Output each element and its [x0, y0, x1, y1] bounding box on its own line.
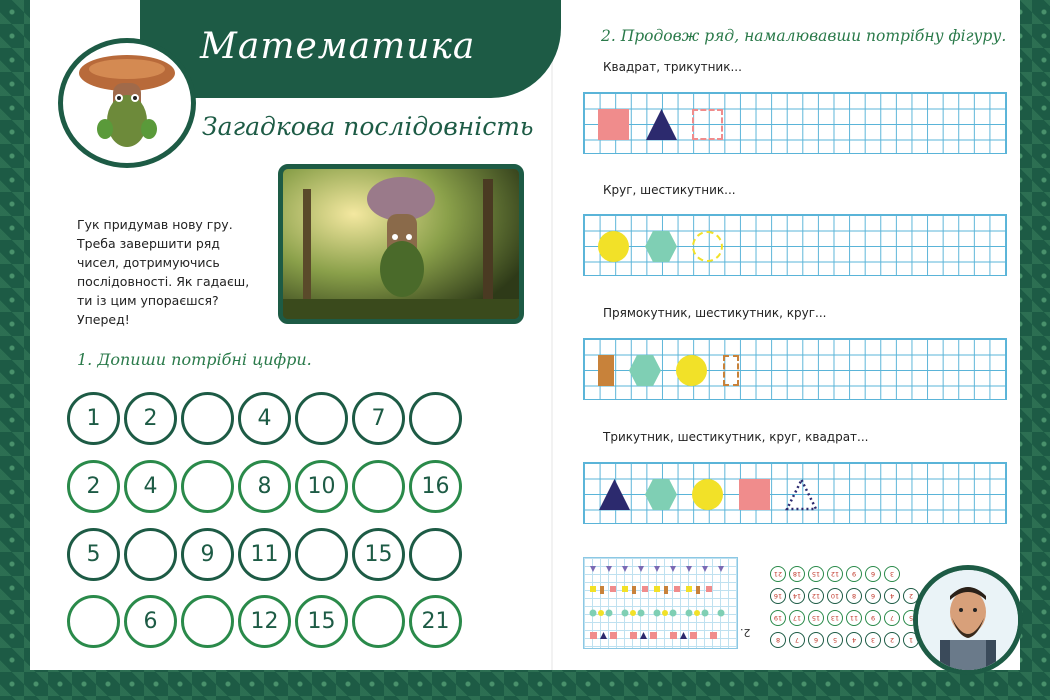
mini-circle: 4	[846, 632, 862, 648]
number-circle-blank[interactable]	[295, 528, 348, 581]
mini-circle: 21	[770, 566, 786, 582]
answer-key-numbers	[770, 566, 919, 654]
mini-circle: 2	[903, 588, 919, 604]
square-shape	[598, 109, 629, 140]
intro-line: послідовності. Як гадаєш,	[77, 274, 250, 289]
mini-circle: 1	[903, 632, 919, 648]
number-circle-blank[interactable]	[295, 392, 348, 445]
mini-circle: 15	[808, 566, 824, 582]
hexagon-shape	[628, 354, 662, 387]
number-row-1	[67, 392, 462, 445]
number-row-4	[67, 595, 462, 648]
number-circle: 15	[352, 528, 405, 581]
mini-circle: 12	[827, 566, 843, 582]
sequence-grid-4[interactable]	[583, 462, 1007, 524]
number-circle-blank[interactable]	[181, 595, 234, 648]
sequence-label-1: Квадрат, трикутник...	[603, 60, 742, 74]
mini-circle: 7	[789, 632, 805, 648]
number-circle-blank[interactable]	[352, 595, 405, 648]
page-title: Математика	[200, 26, 476, 67]
page-subtitle: Загадкова послідовність	[202, 112, 534, 141]
mini-circle: 17	[789, 610, 805, 626]
workbook-spread	[30, 0, 1020, 670]
intro-line: ти із цим упораєшся?	[77, 293, 219, 308]
number-circle: 21	[409, 595, 462, 648]
mini-circle: 6	[865, 588, 881, 604]
mini-circle: 4	[884, 588, 900, 604]
mini-circle: 6	[865, 566, 881, 582]
rectangle-outline-shape	[723, 355, 739, 386]
number-circle: 9	[181, 528, 234, 581]
answer-label-2: 2.	[740, 626, 751, 639]
mini-circle: 14	[789, 588, 805, 604]
number-circle: 16	[409, 460, 462, 513]
character-photo	[278, 164, 524, 324]
bearded-man-avatar	[913, 565, 1023, 675]
number-circle-blank[interactable]	[67, 595, 120, 648]
triangle-shape	[598, 478, 631, 511]
mini-circle: 12	[808, 588, 824, 604]
mini-circle: 2	[884, 632, 900, 648]
mini-circle: 8	[770, 632, 786, 648]
sequence-grid-2[interactable]	[583, 214, 1007, 276]
intro-line: Уперед!	[77, 312, 130, 327]
mini-circle: 3	[884, 566, 900, 582]
intro-line: чисел, дотримуючись	[77, 255, 220, 270]
mini-circle: 5	[827, 632, 843, 648]
circle-shape	[692, 479, 723, 510]
mini-circle-row	[770, 566, 919, 582]
number-circle: 5	[67, 528, 120, 581]
mini-circle: 7	[884, 610, 900, 626]
hexagon-shape	[644, 478, 678, 511]
mini-circle-row	[770, 610, 919, 626]
number-circle: 4	[124, 460, 177, 513]
rectangle-shape	[598, 355, 614, 386]
mini-circle: 11	[846, 610, 862, 626]
number-circle: 11	[238, 528, 291, 581]
number-circle: 12	[238, 595, 291, 648]
number-circle: 6	[124, 595, 177, 648]
intro-line: Треба завершити ряд	[77, 236, 220, 251]
number-circle-blank[interactable]	[352, 460, 405, 513]
number-row-3	[67, 528, 462, 581]
number-circle-blank[interactable]	[181, 392, 234, 445]
number-circle: 15	[295, 595, 348, 648]
circle-outline-shape	[692, 231, 723, 262]
number-circle: 4	[238, 392, 291, 445]
intro-text	[77, 215, 277, 329]
number-circle: 1	[67, 392, 120, 445]
number-circle-blank[interactable]	[181, 460, 234, 513]
sequence-label-2: Круг, шестикутник...	[603, 183, 736, 197]
task2-heading: 2. Продовж ряд, намалювавши потрібну фігуру.	[601, 27, 1007, 45]
mushroom-character-avatar	[58, 38, 196, 168]
number-circle-blank[interactable]	[409, 392, 462, 445]
mini-circle: 10	[827, 588, 843, 604]
mini-circle: 8	[846, 588, 862, 604]
mini-circle-row	[770, 632, 919, 648]
answer-key-shapes	[583, 557, 738, 649]
page-divider	[551, 0, 553, 670]
number-row-2	[67, 460, 462, 513]
triangle-outline-shape	[785, 478, 818, 511]
intro-line: Гук придумав нову гру.	[77, 217, 233, 232]
square-outline-shape	[692, 109, 723, 140]
number-circle: 10	[295, 460, 348, 513]
hexagon-shape	[644, 230, 678, 263]
mini-circle-row	[770, 588, 919, 604]
mini-circle: 5	[903, 610, 919, 626]
circle-shape	[676, 355, 707, 386]
sequence-grid-3[interactable]	[583, 338, 1007, 400]
sequence-grid-1[interactable]	[583, 92, 1007, 154]
square-shape	[739, 479, 770, 510]
sequence-label-4: Трикутник, шестикутник, круг, квадрат...	[603, 430, 869, 444]
mini-circle: 9	[865, 610, 881, 626]
mini-circle: 16	[770, 588, 786, 604]
task1-heading: 1. Допиши потрібні цифри.	[77, 350, 312, 369]
number-circle: 7	[352, 392, 405, 445]
circle-shape	[598, 231, 629, 262]
mini-circle: 13	[827, 610, 843, 626]
number-circle-blank[interactable]	[124, 528, 177, 581]
mini-circle: 3	[865, 632, 881, 648]
mini-circle: 18	[789, 566, 805, 582]
mini-circle: 19	[770, 610, 786, 626]
number-circle: 8	[238, 460, 291, 513]
mini-circle: 6	[808, 632, 824, 648]
mini-circle: 9	[846, 566, 862, 582]
number-circle: 2	[67, 460, 120, 513]
number-circle-blank[interactable]	[409, 528, 462, 581]
sequence-label-3: Прямокутник, шестикутник, круг...	[603, 306, 827, 320]
mini-circle: 15	[808, 610, 824, 626]
triangle-shape	[645, 108, 678, 141]
number-circle: 2	[124, 392, 177, 445]
